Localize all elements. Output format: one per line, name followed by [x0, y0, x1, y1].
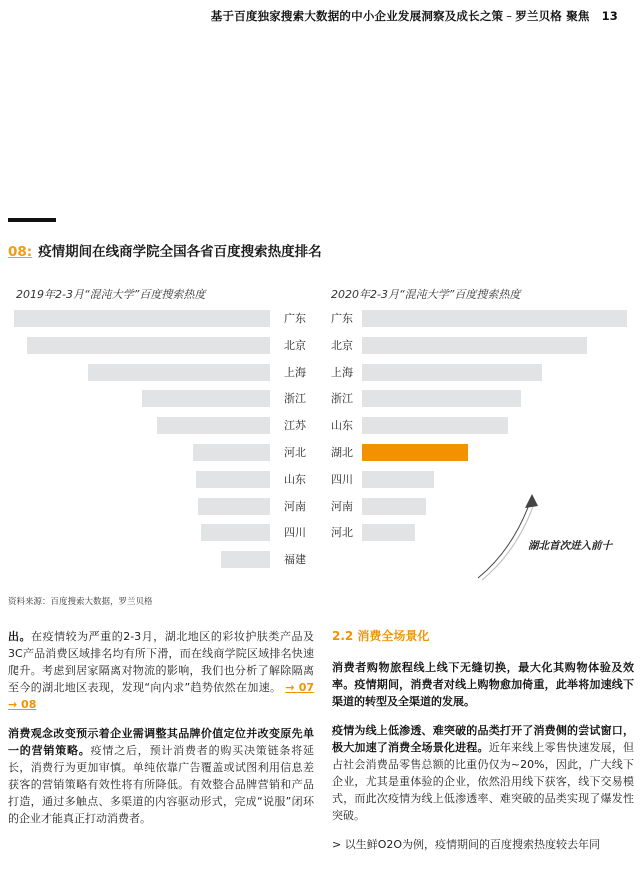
left-bar-label: 山东 [284, 472, 306, 486]
right-bar-6 [362, 471, 434, 488]
left-bar-label: 福建 [284, 553, 306, 567]
left-bar-0 [14, 310, 270, 327]
right-paragraph-2: 疫情为线上低渗透、难突破的品类打开了消费侧的尝试窗口，极大加速了消费全场景化进程。近年来线上零售快速发展，但占社会消费品零售总额的比重仍仅为~20%，因此，广大线下企业，尤其是重体验的企业，依然沿用线下获客，线下交易模式，而此次疫情为线上低渗透率、难突破的品类实现了爆发性突破。 [332, 724, 635, 822]
right-paragraph-1: 消费者购物旅程线上线下无缝切换，最大化其购物体验及效率。疫情期间，消费者对线上购物愈加倚重，此举将加速线下渠道的转型及全渠道的发展。 [332, 661, 634, 708]
left-bar-label: 河北 [284, 446, 306, 459]
left-bar-label: 上海 [284, 365, 306, 379]
right-bar-label: 广东 [331, 312, 353, 325]
right-bar-7 [362, 498, 426, 515]
page-number: 13 [601, 9, 618, 23]
right-bar-3 [362, 390, 521, 407]
left-bar-6 [196, 471, 270, 488]
header-title: 基于百度独家搜索大数据的中小企业发展洞察及成长之策 [210, 9, 504, 23]
left-bar-5 [193, 444, 270, 461]
right-bar-4 [362, 417, 508, 434]
right-bar-label: 上海 [331, 365, 353, 379]
figure-reference-links[interactable]: → 07 → 08 [8, 681, 314, 711]
left-bar-8 [201, 524, 270, 541]
page-header: 基于百度独家搜索大数据的中小企业发展洞察及成长之策 – 罗兰贝格 聚焦 13 [210, 9, 618, 23]
chart-annotation: 湖北首次进入前十 [528, 540, 612, 552]
left-bar-3 [142, 390, 270, 407]
section-heading: 2.2 消费全场景化 [332, 629, 430, 643]
left-paragraph-1: 出。在疫情较为严重的2-3月，湖北地区的彩妆护肤类产品及3C产品消费区域排名均有所下滑，而在线商学院区域排名快速爬升。考虑到居家隔离对物流的影响，我们也分析了解除隔离至今的湖北地区表现，发现“向内求”趋势依然在加速。 → 07 → 08 [8, 630, 315, 711]
right-bar-label: 北京 [331, 338, 353, 352]
right-bar-label: 湖北 [331, 446, 353, 459]
left-text-column [8, 628, 314, 839]
right-bar-1 [362, 337, 587, 354]
chart-right-subtitle: 2020年2-3月“混沌大学”百度搜索热度 [331, 288, 521, 301]
right-bar-5 [362, 444, 468, 461]
figure-title-text: 疫情期间在线商学院全国各省百度搜索热度排名 [38, 244, 322, 260]
figure-title [8, 240, 322, 260]
right-bar-label: 河南 [331, 499, 353, 513]
left-bar-7 [198, 498, 270, 515]
left-bar-label: 广东 [284, 312, 306, 325]
right-bar-2 [362, 364, 542, 381]
right-text-column [332, 628, 634, 853]
left-bar-2 [88, 364, 270, 381]
left-bar-label: 江苏 [284, 419, 306, 433]
left-bar-9 [221, 551, 270, 568]
left-bar-4 [157, 417, 270, 434]
figure-number: 08: [8, 244, 33, 260]
left-bar-label: 浙江 [284, 392, 306, 406]
right-bar-label: 山东 [331, 419, 353, 433]
left-bar-label: 河南 [284, 499, 306, 513]
right-bar-label: 河北 [331, 526, 353, 540]
left-bar-label: 四川 [284, 526, 306, 540]
right-bar-0 [362, 310, 627, 327]
right-bar-8 [362, 524, 415, 541]
section-rule [8, 218, 56, 222]
left-paragraph-2: 消费观念改变预示着企业需调整其品牌价值定位并改变原先单一的营销策略。疫情之后，预计消费者的购买决策链条将延长，消费行为更加审慎。单纯依靠广告覆盖或试图利用信息差获客的营销策略有效性将有所降低。有效整合品牌营销和产品打造，通过多触点、多渠道的内容驱动形式，完成“说服”闭环的企业才能真正打动消费者。 [8, 727, 315, 825]
header-brand: 罗兰贝格 聚焦 [515, 9, 590, 23]
right-bar-label: 四川 [331, 472, 353, 486]
left-bar-label: 北京 [284, 338, 306, 352]
chart-left-subtitle: 2019年2-3月“混沌大学”百度搜索热度 [16, 288, 206, 301]
source-note: 资料来源：百度搜索大数据，罗兰贝格 [8, 597, 153, 607]
left-bar-1 [27, 337, 270, 354]
right-bar-label: 浙江 [331, 392, 353, 406]
bullet-note: > 以生鲜O2O为例，疫情期间的百度搜索热度较去年同 [332, 838, 601, 851]
